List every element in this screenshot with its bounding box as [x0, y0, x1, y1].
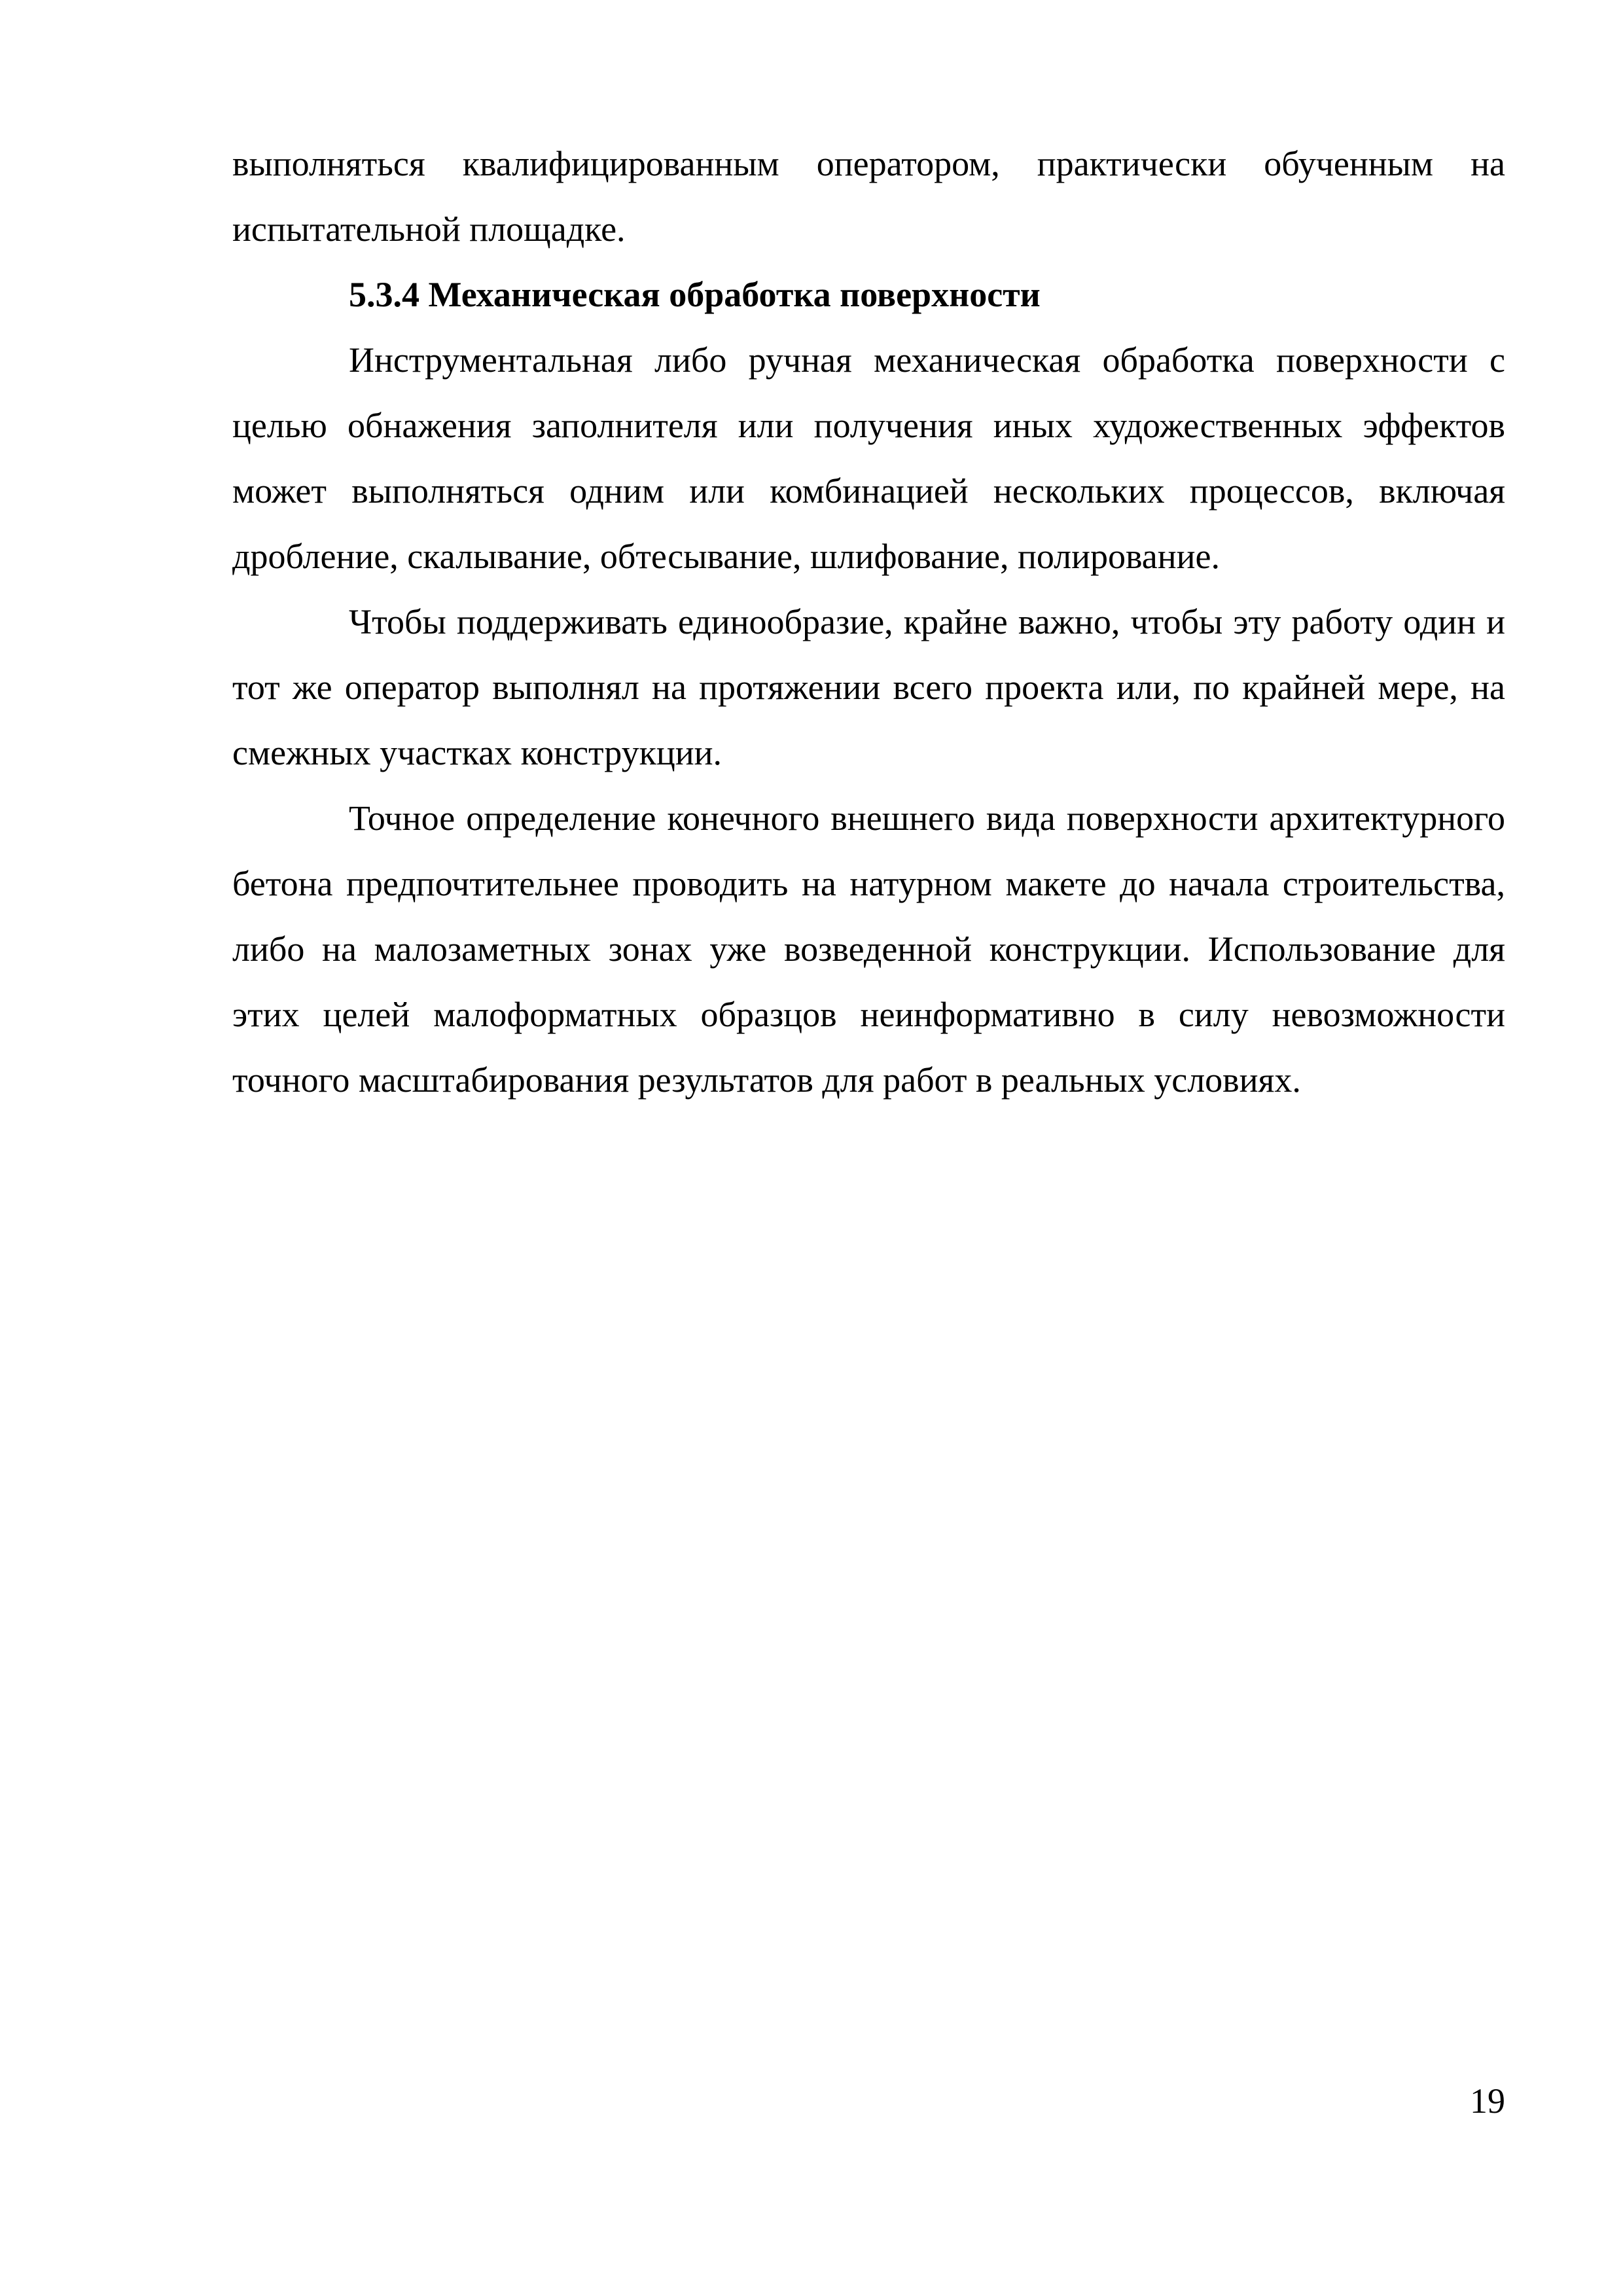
continued-paragraph: выполняться квалифицированным оператором, практически обученным на испытательной площадке.: [232, 144, 1505, 249]
paragraph-mechanical-treatment: Инструментальная либо ручная механическая обработка поверхности с целью обнажения заполнителя или получения иных художественных эффектов может выполняться одним или комбинацией нескольких процессов, включая дробление, скалывание, обтесывание, шлифование, полирование.: [232, 340, 1505, 576]
page-number: 19: [1470, 2081, 1505, 2121]
section-heading: 5.3.4 Механическая обработка поверхности: [349, 275, 1041, 314]
paragraph-appearance-definition: Точное определение конечного внешнего вида поверхности архитектурного бетона предпочтительнее проводить на натурном макете до начала строительства, либо на малозаметных зонах уже возведенной конструкции. Использование для этих целей малоформатных образцов неинформативно в силу невозможности точного масштабирования результатов для работ в реальных условиях.: [232, 798, 1505, 1100]
document-page: [232, 131, 1505, 1113]
paragraph-uniformity: Чтобы поддерживать единообразие, крайне важно, чтобы эту работу один и тот же оператор выполнял на протяжении всего проекта или, по крайней мере, на смежных участках конструкции.: [232, 602, 1505, 772]
